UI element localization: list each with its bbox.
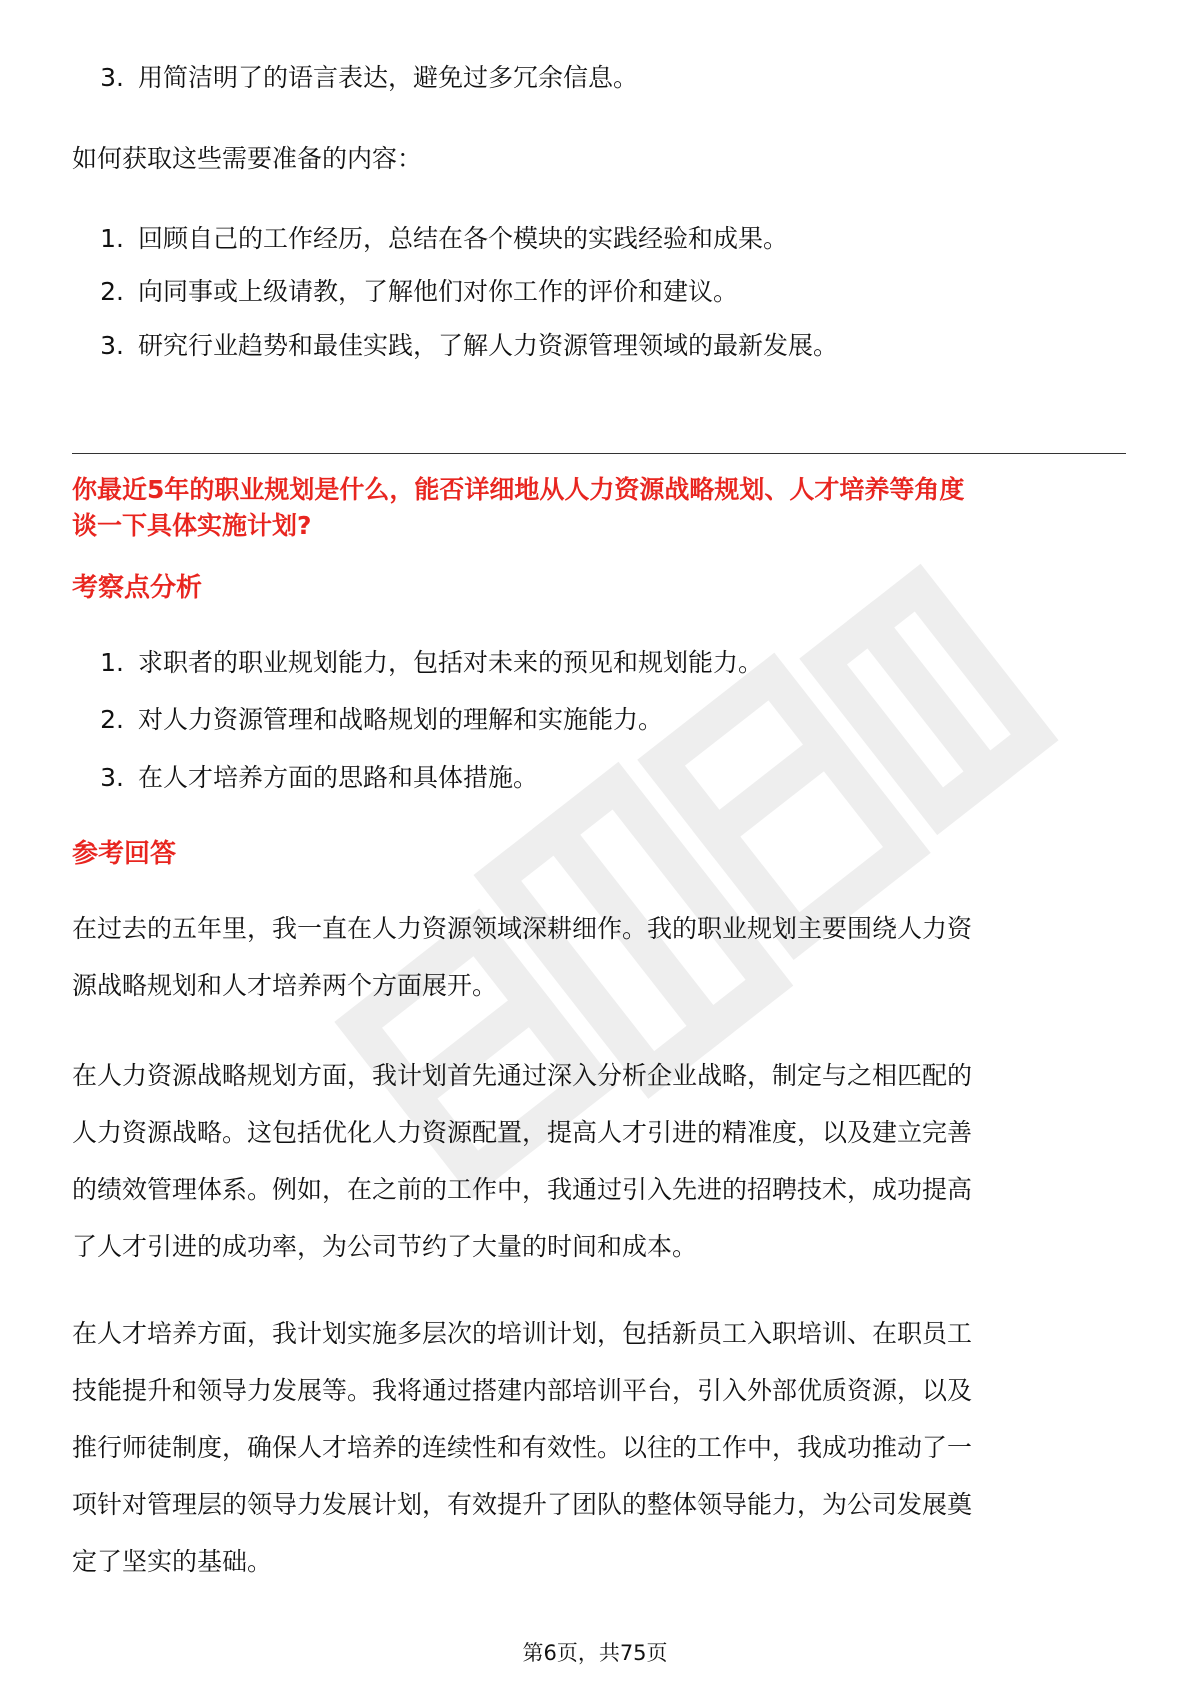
list-number: 2. (100, 705, 124, 734)
list-number: 2. (100, 277, 124, 306)
list-item (72, 762, 538, 794)
list-item (72, 62, 638, 94)
list-number: 1. (100, 224, 124, 253)
list-text: 对人力资源管理和战略规划的理解和实施能力。 (138, 705, 664, 734)
question-title (72, 472, 1122, 544)
list-number: 3. (100, 331, 124, 360)
paragraph-line: 定了坚实的基础。 (72, 1547, 273, 1576)
paragraph-line: 在过去的五年里，我一直在人力资源领域深耕细作。我的职业规划主要围绕人力资 (72, 914, 973, 943)
answer-paragraph (72, 1047, 1122, 1275)
list-number: 1. (100, 648, 124, 677)
paragraph-line: 技能提升和领导力发展等。我将通过搭建内部培训平台，引入外部优质资源，以及 (72, 1376, 973, 1405)
list-item (72, 704, 663, 736)
paragraph-line: 源战略规划和人才培养两个方面展开。 (72, 971, 498, 1000)
paragraph-line: 了人才引进的成功率，为公司节约了大量的时间和成本。 (72, 1232, 698, 1261)
paragraph-line: 推行师徒制度，确保人才培养的连续性和有效性。以往的工作中，我成功推动了一 (72, 1433, 973, 1462)
question-line: 谈一下具体实施计划? (72, 511, 312, 540)
list-text: 向同事或上级请教，了解他们对你工作的评价和建议。 (138, 277, 739, 306)
list-item (72, 223, 788, 255)
list-text: 研究行业趋势和最佳实践，了解人力资源管理领域的最新发展。 (138, 331, 839, 360)
list-text: 在人才培养方面的思路和具体措施。 (138, 763, 539, 792)
answer-heading: 参考回答 (72, 839, 177, 869)
list-text: 求职者的职业规划能力，包括对未来的预见和规划能力。 (138, 648, 764, 677)
page-number-footer: 第6页，共75页 (522, 1641, 668, 1665)
list-text: 回顾自己的工作经历，总结在各个模块的实践经验和成果。 (138, 224, 789, 253)
list-item (72, 647, 763, 679)
list-item (72, 276, 738, 308)
paragraph-line: 在人才培养方面，我计划实施多层次的培训计划，包括新员工入职培训、在职员工 (72, 1319, 973, 1348)
paragraph-line: 项针对管理层的领导力发展计划，有效提升了团队的整体领导能力，为公司发展奠 (72, 1490, 973, 1519)
question-line: 你最近5年的职业规划是什么，能否详细地从人力资源战略规划、人才培养等角度 (72, 475, 965, 504)
section-divider (72, 453, 1126, 454)
list-number: 3. (100, 763, 124, 792)
list-number: 3. (100, 63, 124, 92)
answer-paragraph (72, 1305, 1122, 1590)
prep-heading: 如何获取这些需要准备的内容： (72, 144, 423, 173)
paragraph-line: 在人力资源战略规划方面，我计划首先通过深入分析企业战略，制定与之相匹配的 (72, 1061, 973, 1090)
list-text: 用简洁明了的语言表达，避免过多冗余信息。 (138, 63, 639, 92)
paragraph-line: 人力资源战略。这包括优化人力资源配置，提高人才引进的精准度，以及建立完善 (72, 1118, 973, 1147)
analysis-heading: 考察点分析 (72, 573, 203, 603)
answer-paragraph (72, 900, 1122, 1014)
paragraph-line: 的绩效管理体系。例如，在之前的工作中，我通过引入先进的招聘技术，成功提高 (72, 1175, 973, 1204)
list-item (72, 330, 838, 362)
